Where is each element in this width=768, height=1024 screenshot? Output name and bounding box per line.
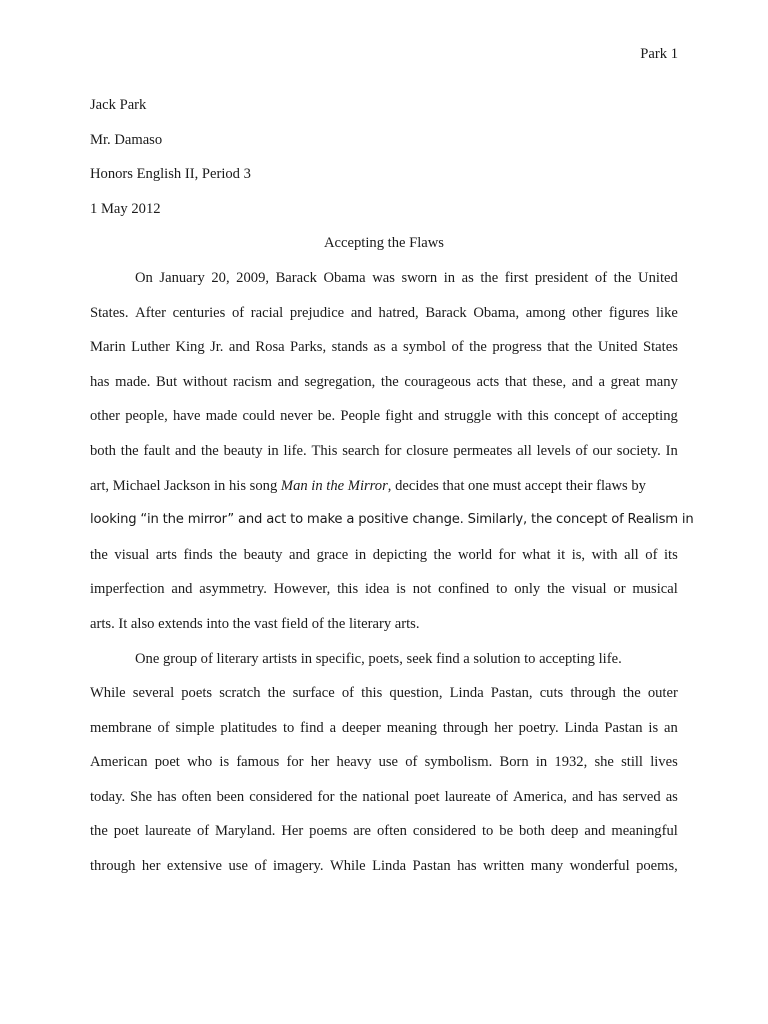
paragraph-1-line-1: On January 20, 2009, Barack Obama was sworn in as the first president of the United (135, 269, 678, 286)
paragraph-2-line-1: One group of literary artists in specific, poets, seek find a solution to accepting life. (135, 650, 622, 667)
essay-body (90, 88, 694, 884)
paragraph-1-line-4: has made. But without racism and segregation, the courageous acts that these, and a great many (90, 373, 678, 390)
paragraph-1-line-6: both the fault and the beauty in life. This search for closure permeates all levels of our society. In (90, 442, 678, 459)
paragraph-1-line-3: Marin Luther King Jr. and Rosa Parks, stands as a symbol of the progress that the United States (90, 339, 678, 356)
heading-instructor: Mr. Damaso (90, 131, 163, 148)
heading-author: Jack Park (90, 97, 147, 113)
paragraph-1-line-2: States. After centuries of racial prejudice and hatred, Barack Obama, among other figures like (90, 304, 678, 321)
paragraph-1-line-9: the visual arts finds the beauty and grace in depicting the world for what it is, with all of its (90, 546, 678, 563)
paragraph-2-line-5: today. She has often been considered for the national poet laureate of America, and has served as (90, 788, 678, 805)
paragraph-1-line-10: imperfection and asymmetry. However, this idea is not confined to only the visual or musical (90, 581, 678, 598)
heading-date: 1 May 2012 (90, 200, 161, 217)
paragraph-2-line-3: membrane of simple platitudes to find a deeper meaning through her poetry. Linda Pastan is an (90, 719, 678, 736)
running-head: Park 1 (640, 46, 678, 62)
paragraph-2-line-7: through her extensive use of imagery. While Linda Pastan has written many wonderful poems, (90, 858, 678, 875)
paragraph-2-line-4: American poet who is famous for her heavy use of symbolism. Born in 1932, she still lives (90, 754, 678, 771)
song-title: Man in the Mirror (280, 477, 388, 494)
paragraph-2-line-6: the poet laureate of Maryland. Her poems are often considered to be both deep and meaningful (90, 823, 678, 840)
paragraph-1-line-5: other people, have made could never be. People fight and struggle with this concept of accepting (90, 408, 678, 425)
paragraph-1-line-7: art, Michael Jackson in his song Man in the Mirror , decides that one must accept their flaws by (90, 469, 678, 504)
paragraph-2-line-2: While several poets scratch the surface of this question, Linda Pastan, cuts through the outer (90, 685, 678, 702)
essay-title: Accepting the Flaws (324, 235, 444, 252)
heading-course: Honors English II, Period 3 (90, 166, 251, 183)
paragraph-1-line-8: looking “in the mirror” and act to make a positive change. Similarly, the concept of Realism in (90, 512, 694, 528)
paragraph-1-line-11: arts. It also extends into the vast field of the literary arts. (90, 615, 420, 632)
